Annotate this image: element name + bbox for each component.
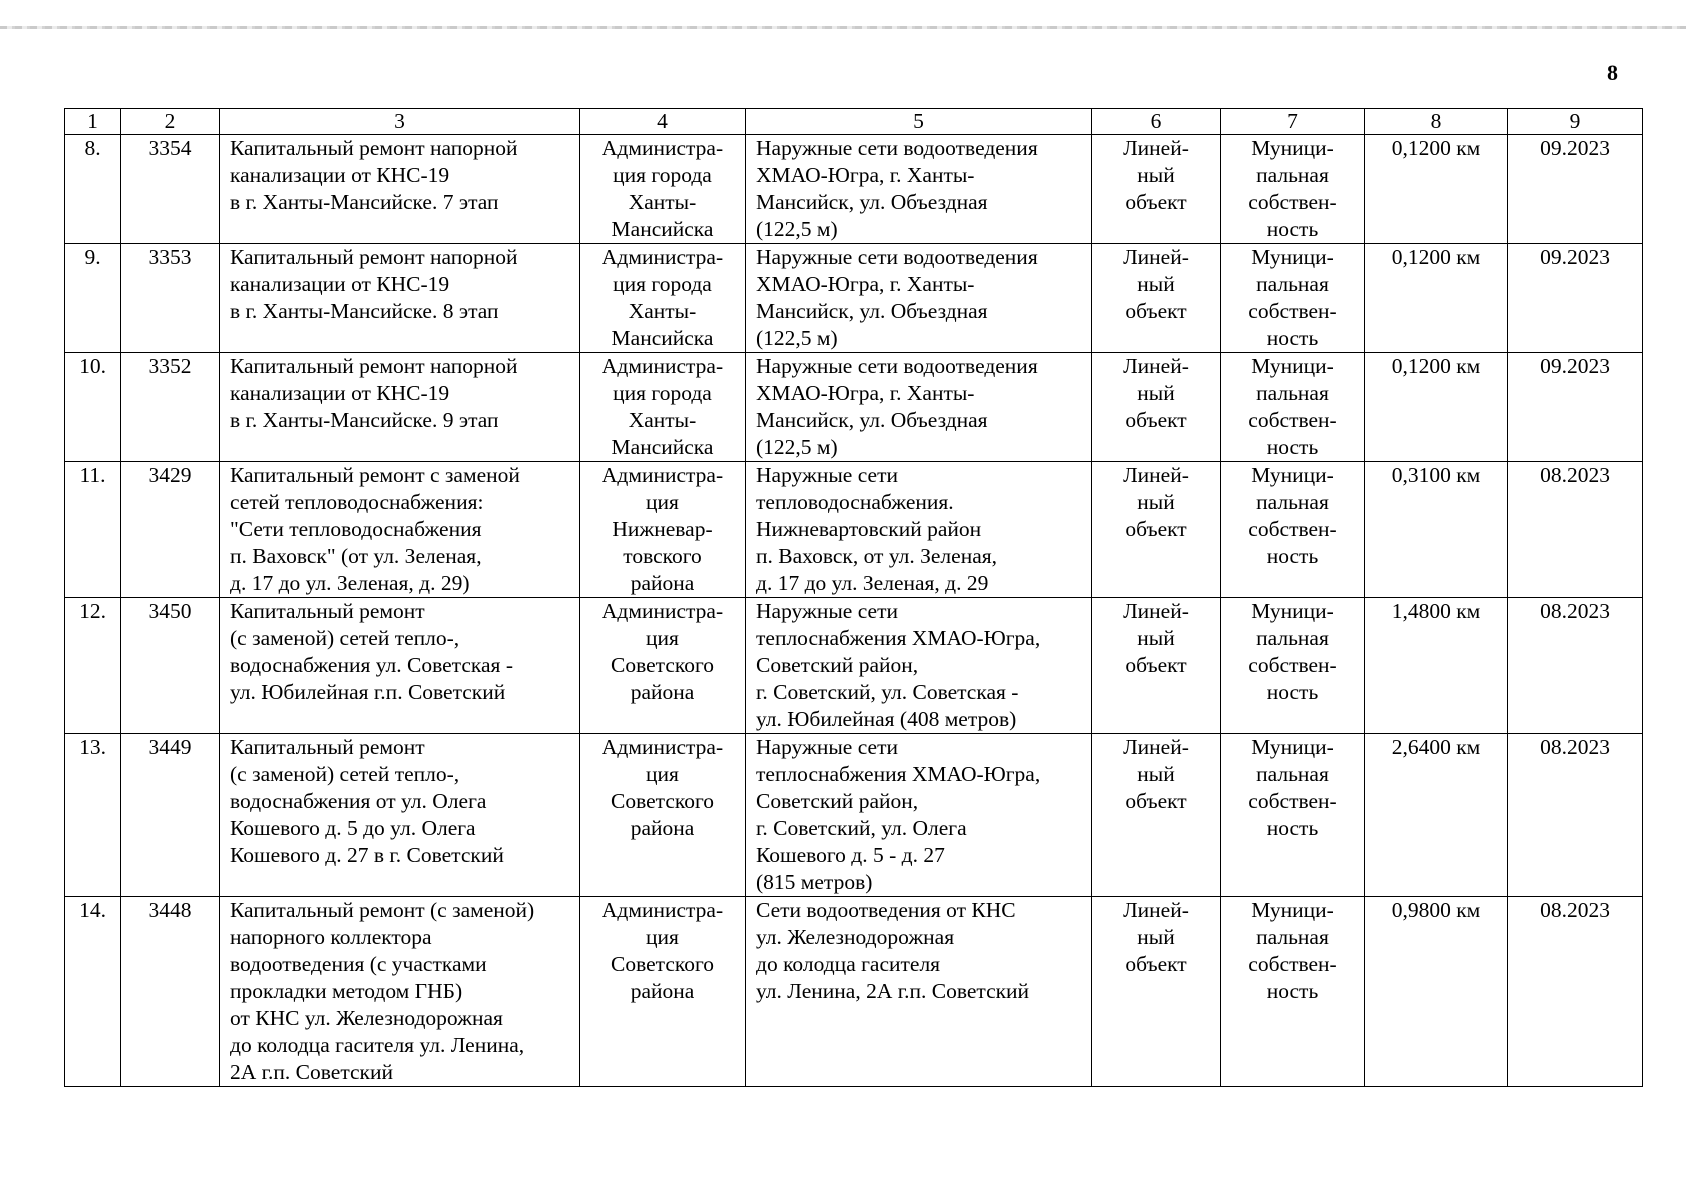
column-number: 2 (121, 109, 220, 135)
object-title-cell-line: канализации от КНС-19 (230, 381, 450, 405)
length-cell: 2,6400 км (1365, 734, 1508, 897)
location-cell-line: до колодца гасителя (756, 952, 941, 976)
object-type-cell-line: ный (1137, 272, 1175, 296)
table-row (65, 353, 1643, 462)
ownership-cell-line: пальная (1256, 163, 1329, 187)
owner-cell-line: Нижневар- (612, 517, 713, 541)
date-cell: 09.2023 (1508, 244, 1643, 353)
date-cell: 08.2023 (1508, 734, 1643, 897)
ownership-cell-line: собствен- (1248, 299, 1337, 323)
object-title-cell-line: канализации от КНС-19 (230, 163, 450, 187)
location-cell-line: Наружные сети (756, 463, 898, 487)
location-cell-line: (122,5 м) (756, 217, 838, 241)
object-title-cell (220, 734, 580, 897)
location-cell-line: Сети водоотведения от КНС (756, 898, 1016, 922)
owner-cell-line: ция (646, 490, 679, 514)
location-cell-line: Советский район, (756, 789, 919, 813)
location-cell (746, 353, 1092, 462)
owner-cell (580, 244, 746, 353)
column-number: 8 (1365, 109, 1508, 135)
ownership-cell-line: собствен- (1248, 653, 1337, 677)
owner-cell-line: Администра- (601, 245, 724, 269)
location-cell-line: Кошевого д. 5 - д. 27 (756, 843, 945, 867)
row-number-cell: 9. (65, 244, 121, 353)
object-title-cell-line: ул. Юбилейная г.п. Советский (230, 680, 506, 704)
object-title-cell-line: п. Ваховск" (от ул. Зеленая, (230, 544, 482, 568)
column-number-row (65, 109, 1643, 135)
object-title-cell-line: Капитальный ремонт (с заменой) (230, 898, 535, 922)
object-id-cell: 3354 (121, 135, 220, 244)
owner-cell-line: Администра- (601, 136, 724, 160)
object-title-cell-line: водоснабжения от ул. Олега (230, 789, 487, 813)
table-row (65, 598, 1643, 734)
object-type-cell-line: Линей- (1123, 354, 1189, 378)
owner-cell-line: Администра- (601, 599, 724, 623)
object-title-cell-line: в г. Ханты-Мансийске. 9 этап (230, 408, 499, 432)
object-type-cell-line: объект (1125, 952, 1187, 976)
location-cell-line: ХМАО-Югра, г. Ханты- (756, 381, 975, 405)
owner-cell-line: Мансийска (611, 326, 714, 350)
row-number-cell: 11. (65, 462, 121, 598)
object-type-cell-line: Линей- (1123, 136, 1189, 160)
ownership-cell-line: Муници- (1251, 354, 1334, 378)
owner-cell-line: Мансийска (611, 217, 714, 241)
object-title-cell-line: в г. Ханты-Мансийске. 8 этап (230, 299, 499, 323)
column-number: 6 (1092, 109, 1221, 135)
owner-cell-line: ция (646, 925, 679, 949)
location-cell (746, 462, 1092, 598)
column-number: 5 (746, 109, 1092, 135)
object-type-cell (1092, 135, 1221, 244)
object-type-cell (1092, 897, 1221, 1087)
object-title-cell-line: 2А г.п. Советский (230, 1060, 393, 1084)
table-row (65, 897, 1643, 1087)
location-cell-line: ул. Ленина, 2А г.п. Советский (756, 979, 1030, 1003)
location-cell-line: (122,5 м) (756, 435, 838, 459)
row-number-cell: 12. (65, 598, 121, 734)
location-cell-line: г. Советский, ул. Олега (756, 816, 967, 840)
column-number: 1 (65, 109, 121, 135)
owner-cell-line: Советского (611, 789, 714, 813)
object-title-cell-line: Капитальный ремонт напорной (230, 245, 518, 269)
ownership-cell-line: собствен- (1248, 952, 1337, 976)
object-id-cell: 3449 (121, 734, 220, 897)
ownership-cell-line: пальная (1256, 762, 1329, 786)
ownership-cell-line: ность (1266, 326, 1319, 350)
ownership-cell-line: ность (1266, 680, 1319, 704)
object-title-cell-line: Кошевого д. 27 в г. Советский (230, 843, 504, 867)
location-cell-line: Наружные сети водоотведения (756, 354, 1038, 378)
owner-cell-line: района (630, 571, 695, 595)
date-cell: 09.2023 (1508, 353, 1643, 462)
location-cell (746, 135, 1092, 244)
object-type-cell-line: объект (1125, 517, 1187, 541)
location-cell-line: (815 метров) (756, 870, 873, 894)
location-cell-line: Наружные сети водоотведения (756, 136, 1038, 160)
location-cell (746, 897, 1092, 1087)
object-title-cell-line: прокладки методом ГНБ) (230, 979, 463, 1003)
object-type-cell (1092, 462, 1221, 598)
location-cell-line: ХМАО-Югра, г. Ханты- (756, 163, 975, 187)
location-cell-line: тепловодоснабжения. (756, 490, 954, 514)
object-id-cell: 3353 (121, 244, 220, 353)
location-cell-line: ХМАО-Югра, г. Ханты- (756, 272, 975, 296)
owner-cell-line: Администра- (601, 463, 724, 487)
location-cell-line: ул. Юбилейная (408 метров) (756, 707, 1017, 731)
location-cell-line: д. 17 до ул. Зеленая, д. 29 (756, 571, 989, 595)
ownership-cell-line: пальная (1256, 490, 1329, 514)
object-title-cell-line: напорного коллектора (230, 925, 432, 949)
table-row (65, 135, 1643, 244)
object-title-cell-line: от КНС ул. Железнодорожная (230, 1006, 503, 1030)
object-id-cell: 3429 (121, 462, 220, 598)
location-cell-line: Мансийск, ул. Объездная (756, 299, 988, 323)
owner-cell-line: ция города (613, 272, 712, 296)
column-number: 7 (1221, 109, 1365, 135)
ownership-cell-line: Муници- (1251, 599, 1334, 623)
ownership-cell-line: Муници- (1251, 735, 1334, 759)
object-title-cell (220, 353, 580, 462)
row-number-cell: 8. (65, 135, 121, 244)
ownership-cell (1221, 353, 1365, 462)
owner-cell-line: Советского (611, 952, 714, 976)
object-type-cell (1092, 734, 1221, 897)
owner-cell-line: района (630, 680, 695, 704)
owner-cell-line: Мансийска (611, 435, 714, 459)
owner-cell-line: Администра- (601, 354, 724, 378)
location-cell-line: ул. Железнодорожная (756, 925, 955, 949)
owner-cell (580, 135, 746, 244)
row-number-cell: 13. (65, 734, 121, 897)
date-cell: 08.2023 (1508, 897, 1643, 1087)
object-type-cell-line: объект (1125, 789, 1187, 813)
owner-cell-line: Ханты- (628, 190, 697, 214)
owner-cell (580, 734, 746, 897)
object-title-cell (220, 897, 580, 1087)
object-title-cell-line: Капитальный ремонт (230, 735, 425, 759)
object-type-cell-line: ный (1137, 626, 1175, 650)
location-cell-line: Нижневартовский район (756, 517, 982, 541)
ownership-cell-line: ность (1266, 544, 1319, 568)
object-title-cell-line: до колодца гасителя ул. Ленина, (230, 1033, 525, 1057)
ownership-cell-line: Муници- (1251, 463, 1334, 487)
ownership-cell-line: Муници- (1251, 136, 1334, 160)
location-cell-line: Наружные сети (756, 599, 898, 623)
length-cell: 0,9800 км (1365, 897, 1508, 1087)
object-type-cell-line: Линей- (1123, 898, 1189, 922)
object-title-cell-line: (с заменой) сетей тепло-, (230, 762, 460, 786)
object-type-cell (1092, 598, 1221, 734)
ownership-cell-line: собствен- (1248, 408, 1337, 432)
owner-cell-line: Ханты- (628, 408, 697, 432)
object-title-cell-line: Капитальный ремонт (230, 599, 425, 623)
column-number: 4 (580, 109, 746, 135)
ownership-cell (1221, 598, 1365, 734)
object-type-cell-line: ный (1137, 925, 1175, 949)
object-title-cell-line: Капитальный ремонт напорной (230, 136, 518, 160)
owner-cell-line: товского (623, 544, 702, 568)
owner-cell-line: ция города (613, 163, 712, 187)
ownership-cell-line: пальная (1256, 925, 1329, 949)
scan-edge-artifact (0, 26, 1686, 29)
owner-cell-line: ция (646, 626, 679, 650)
length-cell: 0,3100 км (1365, 462, 1508, 598)
ownership-cell-line: собствен- (1248, 190, 1337, 214)
ownership-cell-line: пальная (1256, 381, 1329, 405)
date-cell: 08.2023 (1508, 598, 1643, 734)
length-cell: 0,1200 км (1365, 353, 1508, 462)
length-cell: 0,1200 км (1365, 244, 1508, 353)
length-cell: 0,1200 км (1365, 135, 1508, 244)
page-number: 8 (1607, 60, 1618, 85)
table-row (65, 244, 1643, 353)
object-id-cell: 3450 (121, 598, 220, 734)
object-title-cell-line: "Сети тепловодоснабжения (230, 517, 482, 541)
ownership-cell-line: ность (1266, 435, 1319, 459)
object-title-cell-line: Капитальный ремонт с заменой (230, 463, 520, 487)
location-cell (746, 598, 1092, 734)
ownership-cell (1221, 244, 1365, 353)
object-type-cell-line: объект (1125, 653, 1187, 677)
ownership-cell (1221, 734, 1365, 897)
object-type-cell-line: Линей- (1123, 463, 1189, 487)
ownership-cell-line: собствен- (1248, 517, 1337, 541)
owner-cell-line: ция (646, 762, 679, 786)
object-title-cell-line: сетей тепловодоснабжения: (230, 490, 484, 514)
object-type-cell-line: объект (1125, 408, 1187, 432)
location-cell (746, 244, 1092, 353)
ownership-cell-line: Муници- (1251, 245, 1334, 269)
owner-cell (580, 462, 746, 598)
object-title-cell (220, 244, 580, 353)
ownership-cell-line: ность (1266, 217, 1319, 241)
object-title-cell-line: (с заменой) сетей тепло-, (230, 626, 460, 650)
owner-cell-line: Ханты- (628, 299, 697, 323)
object-type-cell-line: объект (1125, 299, 1187, 323)
length-cell: 1,4800 км (1365, 598, 1508, 734)
ownership-cell (1221, 135, 1365, 244)
object-type-cell-line: объект (1125, 190, 1187, 214)
owner-cell-line: Советского (611, 653, 714, 677)
object-type-cell (1092, 244, 1221, 353)
location-cell-line: Наружные сети водоотведения (756, 245, 1038, 269)
owner-cell-line: Администра- (601, 898, 724, 922)
object-title-cell (220, 598, 580, 734)
location-cell-line: Советский район, (756, 653, 919, 677)
date-cell: 09.2023 (1508, 135, 1643, 244)
owner-cell (580, 353, 746, 462)
column-number: 3 (220, 109, 580, 135)
owner-cell (580, 897, 746, 1087)
owner-cell-line: Администра- (601, 735, 724, 759)
location-cell-line: Наружные сети (756, 735, 898, 759)
object-title-cell-line: Кошевого д. 5 до ул. Олега (230, 816, 476, 840)
location-cell-line: теплоснабжения ХМАО-Югра, (756, 762, 1041, 786)
location-cell-line: п. Ваховск, от ул. Зеленая, (756, 544, 998, 568)
table-row (65, 462, 1643, 598)
object-title-cell-line: в г. Ханты-Мансийске. 7 этап (230, 190, 499, 214)
registry-table (64, 108, 1643, 1087)
row-number-cell: 10. (65, 353, 121, 462)
location-cell-line: (122,5 м) (756, 326, 838, 350)
object-title-cell-line: водоснабжения ул. Советская - (230, 653, 513, 677)
owner-cell-line: ция города (613, 381, 712, 405)
object-type-cell-line: ный (1137, 490, 1175, 514)
object-type-cell-line: Линей- (1123, 245, 1189, 269)
owner-cell (580, 598, 746, 734)
location-cell-line: Мансийск, ул. Объездная (756, 408, 988, 432)
table-body (65, 135, 1643, 1087)
object-type-cell-line: Линей- (1123, 735, 1189, 759)
ownership-cell (1221, 897, 1365, 1087)
location-cell-line: г. Советский, ул. Советская - (756, 680, 1019, 704)
location-cell (746, 734, 1092, 897)
row-number-cell: 14. (65, 897, 121, 1087)
object-type-cell-line: ный (1137, 381, 1175, 405)
object-type-cell-line: ный (1137, 163, 1175, 187)
object-title-cell-line: водоотведения (с участками (230, 952, 487, 976)
ownership-cell (1221, 462, 1365, 598)
object-title-cell-line: канализации от КНС-19 (230, 272, 450, 296)
object-type-cell-line: Линей- (1123, 599, 1189, 623)
owner-cell-line: района (630, 816, 695, 840)
ownership-cell-line: ность (1266, 816, 1319, 840)
date-cell: 08.2023 (1508, 462, 1643, 598)
ownership-cell-line: пальная (1256, 272, 1329, 296)
object-title-cell-line: Капитальный ремонт напорной (230, 354, 518, 378)
ownership-cell-line: ность (1266, 979, 1319, 1003)
object-title-cell (220, 462, 580, 598)
ownership-cell-line: пальная (1256, 626, 1329, 650)
table-row (65, 734, 1643, 897)
location-cell-line: теплоснабжения ХМАО-Югра, (756, 626, 1041, 650)
object-title-cell (220, 135, 580, 244)
owner-cell-line: района (630, 979, 695, 1003)
object-type-cell-line: ный (1137, 762, 1175, 786)
column-number: 9 (1508, 109, 1643, 135)
object-title-cell-line: д. 17 до ул. Зеленая, д. 29) (230, 571, 470, 595)
ownership-cell-line: Муници- (1251, 898, 1334, 922)
ownership-cell-line: собствен- (1248, 789, 1337, 813)
object-id-cell: 3448 (121, 897, 220, 1087)
object-type-cell (1092, 353, 1221, 462)
object-id-cell: 3352 (121, 353, 220, 462)
location-cell-line: Мансийск, ул. Объездная (756, 190, 988, 214)
